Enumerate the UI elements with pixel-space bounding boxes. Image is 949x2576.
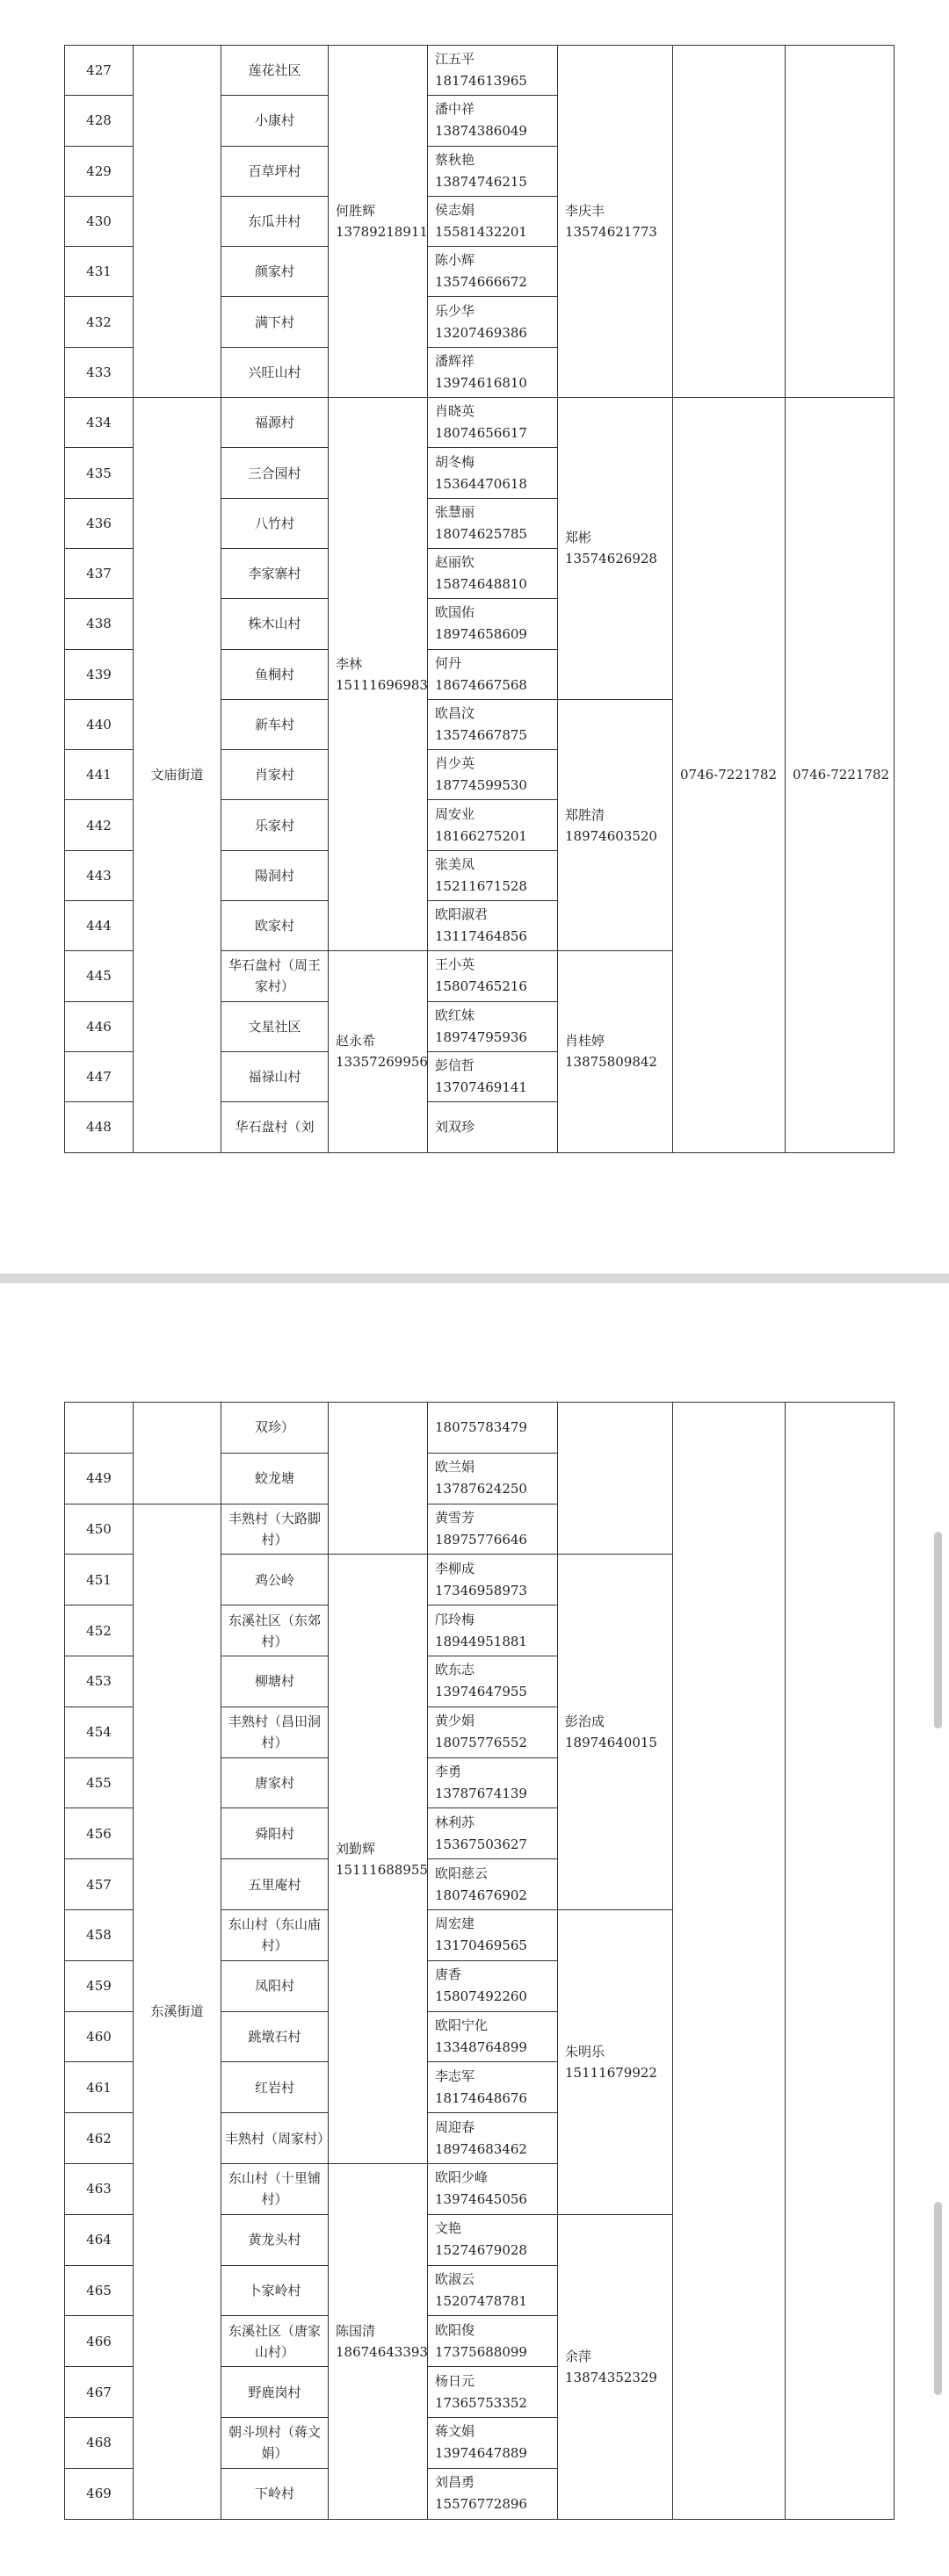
liaison-name: 张慧丽 <box>435 503 475 520</box>
liaison-phone: 15807492260 <box>435 1988 527 2005</box>
liaison-phone: 18975776646 <box>435 1531 527 1548</box>
document-page-2 <box>0 1283 949 2576</box>
liaison-contact <box>428 398 558 448</box>
supervisor-contact <box>558 1555 673 1910</box>
village-name: 东溪社区（东郊村） <box>221 1605 329 1656</box>
supervisor-contact <box>558 699 673 950</box>
village-name: 下岭村 <box>221 2468 329 2519</box>
row-number: 450 <box>65 1504 134 1555</box>
table-row <box>65 1403 895 1454</box>
liaison-phone: 15364470618 <box>435 475 527 492</box>
person-phone: 15111696983 <box>336 676 428 693</box>
liaison-contact <box>428 901 558 951</box>
supervisor-contact <box>558 2214 673 2519</box>
liaison-contact <box>428 750 558 800</box>
liaison-phone: 13207469386 <box>435 324 527 341</box>
village-name: 莲花社区 <box>221 46 329 96</box>
contact-table-page-2 <box>64 1402 895 2520</box>
liaison-contact <box>428 2062 558 2113</box>
liaison-contact <box>428 96 558 146</box>
row-number: 466 <box>65 2316 134 2367</box>
row-number: 449 <box>65 1453 134 1504</box>
person-phone: 13789218911 <box>336 224 428 241</box>
row-number: 456 <box>65 1808 134 1859</box>
hotline-number: 0746-7221782 <box>673 398 786 1152</box>
liaison-phone: 15274679028 <box>435 2242 527 2259</box>
hotline-blank <box>786 1403 895 2520</box>
liaison-name: 欧淑云 <box>435 2270 475 2287</box>
row-number: 438 <box>65 599 134 649</box>
village-name: 野鹿岗村 <box>221 2367 329 2418</box>
leader-contact <box>329 951 428 1152</box>
person-phone: 13875809842 <box>565 1054 657 1071</box>
liaison-name: 黄少娟 <box>435 1713 475 1729</box>
liaison-contact <box>428 649 558 699</box>
liaison-contact <box>428 1909 558 1960</box>
row-number: 464 <box>65 2214 134 2265</box>
liaison-phone: 18974795936 <box>435 1028 527 1045</box>
liaison-name: 欧兰娟 <box>435 1459 475 1476</box>
row-number: 453 <box>65 1656 134 1707</box>
village-name: 丰熟村（周家村） <box>221 2113 329 2164</box>
table-row <box>65 46 895 96</box>
liaison-phone: 18074676902 <box>435 1887 527 1903</box>
liaison-name: 刘双珍 <box>435 1118 475 1135</box>
person-name: 朱明乐 <box>565 2043 605 2060</box>
person-name: 李林 <box>336 655 363 672</box>
liaison-phone: 13974645056 <box>435 2191 527 2208</box>
row-number: 440 <box>65 699 134 749</box>
person-name: 赵永希 <box>336 1033 376 1050</box>
village-name: 红岩村 <box>221 2062 329 2113</box>
row-number: 428 <box>65 96 134 146</box>
liaison-phone: 13874386049 <box>435 123 527 140</box>
liaison-name: 张美凤 <box>435 855 475 872</box>
village-name: 小康村 <box>221 96 329 146</box>
liaison-contact <box>428 1808 558 1859</box>
person-name: 陈国清 <box>336 2322 376 2339</box>
street-name: 东溪街道 <box>134 1504 221 2519</box>
liaison-name: 肖少英 <box>435 755 475 772</box>
liaison-phone: 17375688099 <box>435 2343 527 2360</box>
liaison-name: 文艳 <box>435 2220 462 2237</box>
village-name: 五里庵村 <box>221 1859 329 1910</box>
row-number: 457 <box>65 1859 134 1910</box>
liaison-contact <box>428 1757 558 1808</box>
liaison-name: 欧东志 <box>435 1662 475 1678</box>
liaison-contact <box>428 2417 558 2468</box>
liaison-name: 周宏建 <box>435 1916 475 1932</box>
village-name: 蛟龙塘 <box>221 1453 329 1504</box>
liaison-phone: 18174648676 <box>435 2089 527 2106</box>
village-name: 欧家村 <box>221 901 329 951</box>
liaison-contact <box>428 599 558 649</box>
liaison-name: 陈小辉 <box>435 252 475 269</box>
supervisor-contact <box>558 951 673 1152</box>
person-phone: 18974603520 <box>565 827 657 844</box>
village-name: 百草坪村 <box>221 146 329 196</box>
row-number: 460 <box>65 2011 134 2062</box>
person-name: 彭治成 <box>565 1714 605 1730</box>
supervisor-contact <box>558 398 673 700</box>
row-number: 469 <box>65 2468 134 2519</box>
village-name: 肖家村 <box>221 750 329 800</box>
liaison-contact <box>428 850 558 900</box>
row-number: 451 <box>65 1555 134 1605</box>
liaison-name: 欧国佑 <box>435 604 475 621</box>
liaison-contact <box>428 2214 558 2265</box>
liaison-contact <box>428 448 558 498</box>
hotline-blank <box>673 46 786 398</box>
row-number: 433 <box>65 347 134 397</box>
leader-contact <box>329 46 428 398</box>
liaison-contact <box>428 1504 558 1555</box>
liaison-name: 欧昌汶 <box>435 705 475 721</box>
row-number: 441 <box>65 750 134 800</box>
liaison-name: 黄雪芳 <box>435 1509 475 1526</box>
supervisor-contact <box>558 46 673 398</box>
document-page-1 <box>0 0 949 1274</box>
liaison-contact <box>428 1555 558 1605</box>
person-phone: 13574626928 <box>565 551 657 567</box>
liaison-contact <box>428 2265 558 2316</box>
liaison-name: 李志军 <box>435 2067 475 2084</box>
page-divider <box>0 1274 949 1283</box>
village-name: 李家寨村 <box>221 548 329 598</box>
liaison-phone: 13787674139 <box>435 1785 527 1801</box>
liaison-phone: 15874648810 <box>435 576 527 593</box>
row-number: 465 <box>65 2265 134 2316</box>
person-name: 李庆丰 <box>565 203 605 220</box>
liaison-name: 欧阳俊 <box>435 2321 475 2338</box>
liaison-name: 欧阳慈云 <box>435 1865 489 1881</box>
supervisor-contact <box>558 1403 673 1555</box>
liaison-contact <box>428 2468 558 2519</box>
street-name <box>134 1403 221 1504</box>
liaison-name: 欧红妹 <box>435 1007 475 1023</box>
liaison-phone: 13117464856 <box>435 928 527 945</box>
row-number: 459 <box>65 1960 134 2011</box>
liaison-contact <box>428 800 558 850</box>
liaison-contact <box>428 2316 558 2367</box>
hotline-number: 0746-7221782 <box>786 398 895 1152</box>
person-phone: 13357269956 <box>336 1054 428 1071</box>
liaison-name: 王小英 <box>435 956 475 973</box>
person-name: 刘勤辉 <box>336 1840 376 1857</box>
liaison-name: 赵丽钦 <box>435 554 475 571</box>
liaison-contact <box>428 247 558 297</box>
liaison-phone: 15207478781 <box>435 2292 527 2309</box>
village-name: 丰熟村（昌田洞村） <box>221 1707 329 1757</box>
liaison-name: 欧阳宁化 <box>435 2017 489 2033</box>
person-name: 郑胜清 <box>565 806 605 823</box>
row-number: 444 <box>65 901 134 951</box>
person-phone: 15111679922 <box>565 2064 657 2081</box>
liaison-name: 周安业 <box>435 805 475 822</box>
row-number <box>65 1403 134 1454</box>
row-number: 432 <box>65 297 134 347</box>
leader-contact <box>329 398 428 951</box>
liaison-contact <box>428 1960 558 2011</box>
village-name: 东山村（东山庙村） <box>221 1909 329 1960</box>
liaison-phone: 17346958973 <box>435 1582 527 1598</box>
street-name: 文庙街道 <box>134 398 221 1152</box>
village-name: 舜阳村 <box>221 1808 329 1859</box>
liaison-phone: 18774599530 <box>435 777 527 794</box>
row-number: 427 <box>65 46 134 96</box>
village-name: 鱼桐村 <box>221 649 329 699</box>
row-number: 442 <box>65 800 134 850</box>
liaison-phone: 18174613965 <box>435 73 527 90</box>
liaison-phone: 13974647889 <box>435 2445 527 2462</box>
liaison-name: 刘昌勇 <box>435 2474 475 2491</box>
liaison-contact <box>428 46 558 96</box>
liaison-phone: 17365753352 <box>435 2394 527 2411</box>
row-number: 437 <box>65 548 134 598</box>
row-number: 467 <box>65 2367 134 2418</box>
village-name: 唐家村 <box>221 1757 329 1808</box>
village-name: 福源村 <box>221 398 329 448</box>
liaison-contact <box>428 1051 558 1101</box>
scrollbar-thumb-lower[interactable] <box>934 2202 942 2395</box>
row-number: 458 <box>65 1909 134 1960</box>
liaison-name: 李柳成 <box>435 1560 475 1577</box>
row-number: 468 <box>65 2417 134 2468</box>
row-number: 435 <box>65 448 134 498</box>
village-name: 陽洞村 <box>221 850 329 900</box>
liaison-phone: 18074656617 <box>435 425 527 442</box>
liaison-name: 李勇 <box>435 1763 462 1779</box>
person-phone: 15111688955 <box>336 1861 428 1878</box>
liaison-name: 邝玲梅 <box>435 1611 475 1627</box>
hotline-blank <box>673 1403 786 2520</box>
row-number: 439 <box>65 649 134 699</box>
liaison-name: 蔡秋艳 <box>435 151 475 168</box>
person-phone: 13574621773 <box>565 224 657 241</box>
liaison-phone: 18944951881 <box>435 1633 527 1649</box>
village-name: 新车村 <box>221 699 329 749</box>
liaison-name: 肖晓英 <box>435 403 475 420</box>
village-name: 黄龙头村 <box>221 2214 329 2265</box>
village-name: 文星社区 <box>221 1001 329 1051</box>
liaison-phone: 13574666672 <box>435 274 527 291</box>
liaison-phone: 13874746215 <box>435 173 527 190</box>
village-name: 株木山村 <box>221 599 329 649</box>
village-name: 东山村（十里铺村） <box>221 2163 329 2214</box>
leader-contact <box>329 2163 428 2519</box>
liaison-phone: 15581432201 <box>435 224 527 241</box>
village-name: 鸡公岭 <box>221 1555 329 1605</box>
village-name: 柳塘村 <box>221 1656 329 1707</box>
person-name: 何胜辉 <box>336 203 376 220</box>
village-name: 卜家岭村 <box>221 2265 329 2316</box>
liaison-contact <box>428 1707 558 1757</box>
village-name: 乐家村 <box>221 800 329 850</box>
liaison-name: 欧阳少峰 <box>435 2169 489 2186</box>
row-number: 446 <box>65 1001 134 1051</box>
person-phone: 13874352329 <box>565 2369 657 2385</box>
hotline-blank <box>786 46 895 398</box>
village-name: 福禄山村 <box>221 1051 329 1101</box>
row-number: 431 <box>65 247 134 297</box>
liaison-name: 周迎春 <box>435 2118 475 2135</box>
village-name: 朝斗坝村（蒋文娟） <box>221 2417 329 2468</box>
liaison-phone: 15576772896 <box>435 2496 527 2513</box>
row-number: 461 <box>65 2062 134 2113</box>
village-name: 丰熟村（大路脚村） <box>221 1504 329 1555</box>
person-name: 肖桂婷 <box>565 1033 605 1050</box>
liaison-contact <box>428 548 558 598</box>
liaison-name: 潘中祥 <box>435 101 475 118</box>
row-number: 445 <box>65 951 134 1001</box>
liaison-contact <box>428 2113 558 2164</box>
row-number: 454 <box>65 1707 134 1757</box>
person-name: 余萍 <box>565 2348 592 2364</box>
liaison-name: 侯志娟 <box>435 202 475 219</box>
row-number: 436 <box>65 498 134 548</box>
row-number: 434 <box>65 398 134 448</box>
liaison-phone: 15807465216 <box>435 978 527 995</box>
person-name: 郑彬 <box>565 530 592 546</box>
liaison-phone: 18974658609 <box>435 626 527 643</box>
row-number: 443 <box>65 850 134 900</box>
row-number: 447 <box>65 1051 134 1101</box>
village-name: 凤阳村 <box>221 1960 329 2011</box>
liaison-phone: 13787624250 <box>435 1481 527 1497</box>
liaison-name: 潘辉祥 <box>435 352 475 369</box>
village-name: 三合园村 <box>221 448 329 498</box>
liaison-contact <box>428 2163 558 2214</box>
liaison-name: 唐香 <box>435 1966 462 1983</box>
village-name: 颜家村 <box>221 247 329 297</box>
liaison-contact <box>428 146 558 196</box>
liaison-name: 乐少华 <box>435 302 475 319</box>
scrollbar-thumb-upper[interactable] <box>934 1532 942 1728</box>
row-number: 463 <box>65 2163 134 2214</box>
row-number: 430 <box>65 196 134 246</box>
row-number: 448 <box>65 1102 134 1152</box>
village-name: 东溪社区（唐家山村） <box>221 2316 329 2367</box>
liaison-contact <box>428 297 558 347</box>
village-name: 双珍） <box>221 1403 329 1454</box>
person-phone: 18674643393 <box>336 2343 428 2360</box>
liaison-name: 林利苏 <box>435 1814 475 1830</box>
village-name: 东瓜井村 <box>221 196 329 246</box>
liaison-phone: 13707469141 <box>435 1079 527 1096</box>
liaison-name: 彭信哲 <box>435 1057 475 1074</box>
liaison-contact <box>428 347 558 397</box>
liaison-name: 胡冬梅 <box>435 453 475 470</box>
liaison-contact <box>428 1403 558 1454</box>
liaison-phone: 18166275201 <box>435 827 527 844</box>
liaison-contact <box>428 1453 558 1504</box>
liaison-contact <box>428 1102 558 1152</box>
row-number: 452 <box>65 1605 134 1656</box>
row-number: 462 <box>65 2113 134 2164</box>
liaison-phone: 18974683462 <box>435 2140 527 2157</box>
liaison-phone: 13574667875 <box>435 727 527 743</box>
liaison-contact <box>428 951 558 1001</box>
liaison-phone: 13974647955 <box>435 1684 527 1700</box>
liaison-contact <box>428 196 558 246</box>
liaison-phone: 18075776552 <box>435 1735 527 1751</box>
liaison-name: 江五平 <box>435 51 475 68</box>
liaison-contact <box>428 2011 558 2062</box>
liaison-phone: 13348764899 <box>435 2038 527 2055</box>
village-name: 八竹村 <box>221 498 329 548</box>
liaison-contact <box>428 1605 558 1656</box>
liaison-name: 欧阳淑君 <box>435 906 489 923</box>
row-number: 429 <box>65 146 134 196</box>
village-name: 兴旺山村 <box>221 347 329 397</box>
person-phone: 18974640015 <box>565 1735 657 1751</box>
leader-contact <box>329 1403 428 1555</box>
liaison-phone: 18074625785 <box>435 525 527 542</box>
village-name: 满下村 <box>221 297 329 347</box>
village-name: 跳墩石村 <box>221 2011 329 2062</box>
village-name: 华石盘村（刘 <box>221 1102 329 1152</box>
liaison-phone: 15211671528 <box>435 877 527 894</box>
street-name <box>134 46 221 398</box>
liaison-phone: 13974616810 <box>435 374 527 391</box>
village-name: 华石盘村（周王家村） <box>221 951 329 1001</box>
contact-table-page-1 <box>64 45 895 1153</box>
liaison-name: 何丹 <box>435 654 462 671</box>
liaison-name: 杨日元 <box>435 2372 475 2389</box>
liaison-name: 蒋文娟 <box>435 2423 475 2440</box>
liaison-contact <box>428 1656 558 1707</box>
liaison-phone: 18674667568 <box>435 676 527 693</box>
liaison-contact <box>428 2367 558 2418</box>
leader-contact <box>329 1555 428 2164</box>
liaison-phone: 13170469565 <box>435 1937 527 1954</box>
supervisor-contact <box>558 1909 673 2214</box>
row-number: 455 <box>65 1757 134 1808</box>
liaison-phone: 15367503627 <box>435 1836 527 1852</box>
liaison-contact <box>428 1859 558 1910</box>
liaison-phone: 18075783479 <box>435 1418 527 1435</box>
liaison-contact <box>428 498 558 548</box>
liaison-contact <box>428 1001 558 1051</box>
liaison-contact <box>428 699 558 749</box>
table-row <box>65 398 895 448</box>
